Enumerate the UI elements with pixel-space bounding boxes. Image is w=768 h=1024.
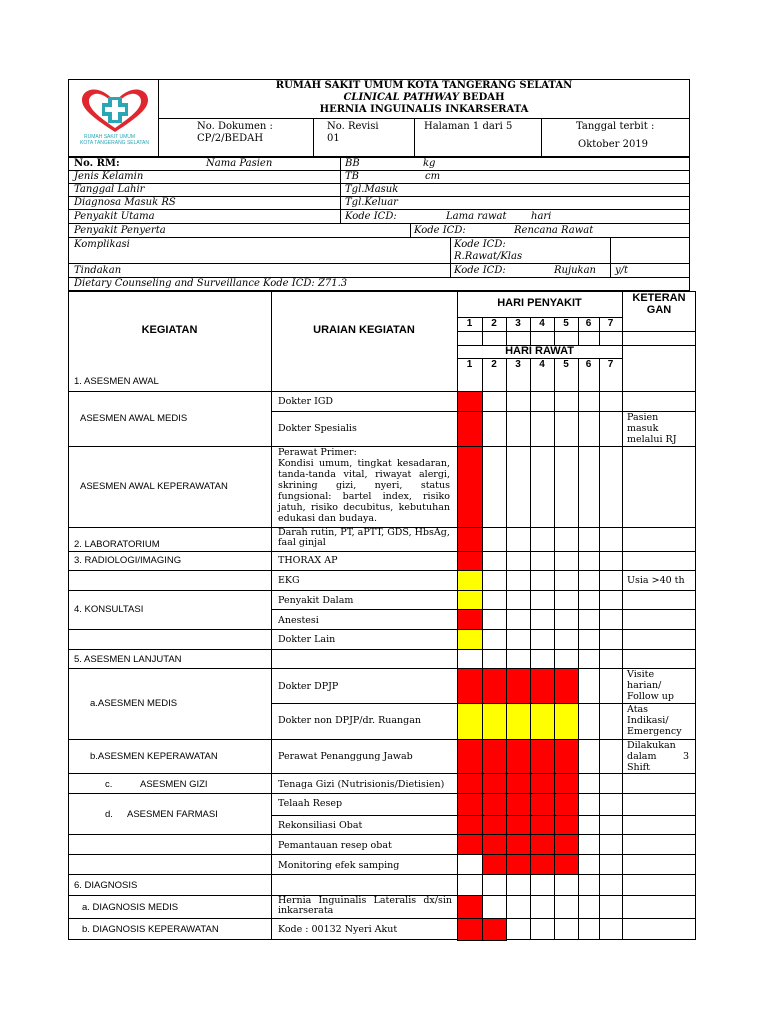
col-line: [554, 874, 555, 895]
row-line: [68, 551, 696, 552]
hari-penyakit-day: 2: [491, 318, 497, 329]
col-line: [482, 649, 483, 668]
tanggal-lahir: Tanggal Lahir: [74, 184, 145, 195]
asesmen-farmasi: ASESMEN FARMASI: [127, 809, 218, 820]
day-fill-cell: [554, 793, 579, 816]
day-fill-cell: [482, 703, 507, 740]
kegiatan-header: KEGIATAN: [141, 324, 198, 336]
row-line: [68, 773, 696, 774]
day-fill-cell: [554, 773, 579, 794]
col-line: [530, 570, 531, 590]
col-line: [578, 590, 579, 609]
row-line: [68, 668, 696, 669]
row-line: [68, 793, 696, 794]
c-label: c.: [105, 779, 113, 790]
col-line: [599, 739, 600, 773]
col-line: [578, 551, 579, 570]
col-line: [554, 570, 555, 590]
col-line: [506, 391, 507, 411]
diagnosis: 6. DIAGNOSIS: [74, 880, 138, 891]
col-line: [599, 391, 600, 411]
day-fill-cell: [457, 570, 483, 591]
col-line: [578, 446, 579, 527]
col-line: [554, 649, 555, 668]
hernia-dx: Hernia Inguinalis Lateralis dx/sin inkarserata: [278, 895, 452, 916]
no-rm: No. RM:: [74, 158, 120, 169]
tgl-keluar: Tgl.Keluar: [345, 197, 398, 208]
day-fill-cell: [482, 739, 507, 774]
day-fill-cell: [457, 411, 483, 447]
komplikasi: Komplikasi: [74, 239, 130, 250]
col-line: [599, 895, 600, 918]
day-fill-cell: [506, 815, 531, 835]
dokter-lain: Dokter Lain: [278, 634, 336, 645]
pathway-dept: BEDAH: [459, 92, 505, 103]
col-line: [554, 895, 555, 918]
row-line: [68, 739, 696, 740]
dokter-spesialis: Dokter Spesialis: [278, 423, 357, 434]
day-fill-cell: [506, 793, 531, 816]
day-fill-cell: [457, 739, 483, 774]
logo-text-1: RUMAH SAKIT UMUM: [84, 134, 136, 140]
col-line: [578, 918, 579, 940]
revisi-value: 01: [327, 133, 340, 144]
col-line: [506, 527, 507, 551]
usia: Usia >40 th: [627, 575, 685, 586]
hari-penyakit-day: 3: [515, 318, 521, 329]
asesmen-lanjutan: 5. ASESMEN LANJUTAN: [74, 654, 182, 665]
col-line: [554, 551, 555, 570]
d-label: d.: [105, 809, 113, 820]
day-fill-cell: [506, 773, 531, 794]
col-line: [599, 629, 600, 649]
col-line: [578, 570, 579, 590]
day-fill-cell: [530, 793, 555, 816]
row-line: [68, 446, 696, 447]
day-fill-cell: [530, 739, 555, 774]
col-line: [599, 793, 600, 815]
yt: y/t: [615, 265, 629, 276]
halaman: Halaman 1 dari 5: [424, 121, 513, 132]
penyakit-dalam: Penyakit Dalam: [278, 595, 354, 606]
hari-label: hari: [531, 211, 552, 222]
perawat-pj: Perawat Penanggung Jawab: [278, 751, 413, 762]
col-line: [482, 371, 483, 391]
day-fill-cell: [457, 834, 483, 855]
col-line: [578, 629, 579, 649]
day-fill-cell: [482, 668, 507, 704]
perawat-detail: Kondisi umum, tingkat kesadaran, tanda-tanda vital, riwayat alergi, skrining gizi, nyeri, status fungsional: bartel index, risiko jatuh, risiko decubitus, kebutuhan edukasi dan budaya.: [278, 458, 450, 524]
day-fill-cell: [482, 793, 507, 816]
col-line: [530, 371, 531, 391]
logo-text-2: KOTA TANGERANG SELATAN: [80, 140, 149, 146]
tenaga-gizi: Tenaga Gizi (Nutrisionis/Dietisien): [278, 779, 445, 790]
day-fill-cell: [457, 895, 483, 919]
ket-pasien-masuk: Pasien masuk melalui RJ: [627, 412, 677, 445]
revisi-label: No. Revisi: [327, 121, 379, 132]
row-line: [68, 834, 696, 835]
diagnosis-title: HERNIA INGUINALIS INKARSERATA: [319, 104, 529, 115]
col-line: [530, 874, 531, 895]
day-fill-cell: [482, 918, 507, 941]
col-line: [578, 649, 579, 668]
day-fill-cell: [530, 668, 555, 704]
telaah-resep: Telaah Resep: [278, 798, 343, 809]
keterangan-header-1: KETERAN: [632, 292, 686, 304]
col-line: [554, 411, 555, 446]
col-line: [530, 590, 531, 609]
row-line: [457, 331, 696, 332]
col-line: [506, 411, 507, 446]
tanggal-label: Tanggal terbit :: [576, 121, 655, 132]
day-fill-cell: [457, 703, 483, 740]
day-fill-cell: [530, 815, 555, 835]
col-line: [599, 371, 600, 391]
visite: Visite harian/ Follow up: [627, 669, 674, 702]
col-line: [599, 854, 600, 874]
day-fill-cell: [530, 703, 555, 740]
tgl-masuk: Tgl.Masuk: [345, 184, 399, 195]
penyakit-penyerta: Penyakit Penyerta: [74, 225, 166, 236]
col-line: [530, 527, 531, 551]
day-fill-cell: [530, 834, 555, 855]
kode-icd-utama: Kode ICD:: [345, 211, 397, 222]
asesmen-awal: 1. ASESMEN AWAL: [74, 376, 159, 387]
col-line: [599, 703, 600, 739]
col-line: [554, 391, 555, 411]
col-line: [599, 527, 600, 551]
b-asesmen-keperawatan: b.ASESMEN KEPERAWATAN: [90, 751, 218, 762]
day-fill-cell: [482, 854, 507, 875]
col-line: [506, 446, 507, 527]
col-line: [482, 874, 483, 895]
kode-icd-tindakan: Kode ICD:: [454, 265, 506, 276]
hari-rawat-day: 5: [563, 359, 569, 370]
col-line: [578, 895, 579, 918]
hari-rawat-day: 7: [607, 359, 614, 370]
row-line: [68, 874, 696, 875]
kg: kg: [423, 158, 436, 169]
hari-rawat-day: 2: [491, 359, 497, 370]
col-line: [506, 371, 507, 391]
row-line: [68, 590, 696, 591]
col-line: [554, 629, 555, 649]
col-line: [506, 551, 507, 570]
b-diagnosis-keperawatan: b. DIAGNOSIS KEPERAWATAN: [82, 924, 219, 935]
bb: BB: [345, 158, 360, 169]
uraian-header: URAIAN KEGIATAN: [313, 324, 415, 336]
konsultasi: 4. KONSULTASI: [74, 604, 144, 615]
col-line: [554, 527, 555, 551]
hari-penyakit-day: 6: [585, 318, 592, 329]
rekonsiliasi: Rekonsiliasi Obat: [278, 820, 363, 831]
a-diagnosis-medis: a. DIAGNOSIS MEDIS: [82, 902, 179, 913]
kode-icd-penyerta: Kode ICD:: [414, 225, 466, 236]
col-line: [599, 411, 600, 446]
day-fill-cell: [457, 609, 483, 630]
col-line: [530, 649, 531, 668]
dilakukan: Dilakukan dalam 3 Shift: [627, 740, 689, 773]
day-fill-cell: [554, 854, 579, 875]
day-fill-cell: [457, 918, 483, 941]
day-fill-cell: [506, 834, 531, 855]
anestesi: Anestesi: [278, 615, 319, 626]
day-fill-cell: [506, 703, 531, 740]
day-fill-cell: [457, 629, 483, 650]
col-line: [530, 411, 531, 446]
dokter-igd: Dokter IGD: [278, 396, 334, 407]
row-line: [68, 649, 696, 650]
day-fill-cell: [530, 854, 555, 875]
row-line: [271, 609, 696, 610]
day-fill-cell: [506, 739, 531, 774]
day-fill-cell: [457, 773, 483, 794]
col-line: [578, 609, 579, 629]
day-fill-cell: [554, 834, 579, 855]
penyakit-utama: Penyakit Utama: [74, 211, 155, 222]
lama-rawat: Lama rawat: [446, 211, 507, 222]
col-line: [506, 609, 507, 629]
col-line: [506, 590, 507, 609]
pathway-italic: CLINICAL PATHWAY: [343, 92, 460, 103]
laboratorium: 2. LABORATORIUM: [74, 539, 160, 550]
row-line: [68, 629, 696, 630]
tindakan: Tindakan: [74, 265, 122, 276]
keterangan-header-2: GAN: [646, 304, 672, 316]
kode-nyeri: Kode : 00132 Nyeri Akut: [278, 924, 398, 935]
col-line: [506, 895, 507, 918]
col-line: [599, 590, 600, 609]
radiologi: 3. RADIOLOGI/IMAGING: [74, 555, 182, 566]
day-fill-cell: [554, 815, 579, 835]
hari-rawat-day: 1: [466, 359, 473, 370]
col-line: [506, 570, 507, 590]
col-line: [530, 918, 531, 940]
day-fill-cell: [506, 668, 531, 704]
rencana-rawat: Rencana Rawat: [514, 225, 594, 236]
row-line: [68, 570, 696, 571]
col-line: [599, 446, 600, 527]
hari-rawat-header: HARI RAWAT: [505, 345, 574, 357]
atas-indikasi: Atas Indikasi/ Emergency: [627, 704, 682, 737]
day-fill-cell: [482, 834, 507, 855]
day-fill-cell: [457, 391, 483, 412]
col-line: [578, 391, 579, 411]
asesmen-awal-keperawatan: ASESMEN AWAL KEPERAWATAN: [80, 481, 228, 492]
hari-rawat-day: 3: [515, 359, 521, 370]
col-line: [599, 773, 600, 793]
dokter-non-dpjp: Dokter non DPJP/dr. Ruangan: [278, 715, 422, 726]
hari-penyakit-header: HARI PENYAKIT: [497, 297, 582, 309]
col-line: [554, 371, 555, 391]
col-line: [530, 391, 531, 411]
row-line: [68, 391, 696, 392]
day-fill-cell: [457, 551, 483, 571]
tb: TB: [345, 171, 360, 182]
nama-pasien: Nama Pasien: [206, 158, 273, 169]
day-fill-cell: [554, 703, 579, 740]
pathway-title: [158, 92, 690, 103]
hari-rawat-day: 6: [585, 359, 592, 370]
day-fill-cell: [457, 815, 483, 835]
col-line: [599, 668, 600, 703]
col-line: [599, 551, 600, 570]
a-asesmen-medis: a.ASESMEN MEDIS: [90, 698, 178, 709]
hari-penyakit-day: 7: [607, 318, 614, 329]
lab-detail: Darah rutin, PT, aPTT, GDS, HbsAg, faal ginjal: [278, 527, 450, 548]
col-line: [578, 371, 579, 391]
col-line: [530, 609, 531, 629]
hari-penyakit-day: 1: [466, 318, 473, 329]
monitoring: Monitoring efek samping: [278, 860, 400, 871]
perawat-primer: Perawat Primer:: [278, 447, 357, 458]
col-line: [599, 834, 600, 854]
col-line: [599, 570, 600, 590]
hospital-logo: [80, 88, 150, 150]
jenis-kelamin: Jenis Kelamin: [74, 171, 144, 182]
day-fill-cell: [530, 773, 555, 794]
day-fill-cell: [482, 815, 507, 835]
col-line: [554, 590, 555, 609]
pemantauan: Pemantauan resep obat: [278, 840, 392, 851]
day-fill-cell: [457, 527, 483, 552]
col-line: [530, 895, 531, 918]
hari-rawat-day: 4: [539, 359, 545, 370]
rrawat-klas: R.Rawat/Klas: [454, 251, 523, 262]
day-fill-cell: [482, 773, 507, 794]
col-line: [599, 918, 600, 940]
doc-no-label: No. Dokumen :: [197, 121, 273, 132]
asesmen-gizi: ASESMEN GIZI: [140, 779, 208, 790]
col-line: [578, 411, 579, 446]
cm: cm: [425, 171, 441, 182]
tanggal-value: Oktober 2019: [578, 139, 649, 150]
asesmen-awal-medis: ASESMEN AWAL MEDIS: [80, 413, 188, 424]
col-line: [530, 446, 531, 527]
col-line: [578, 874, 579, 895]
day-fill-cell: [457, 793, 483, 816]
day-fill-cell: [506, 854, 531, 875]
col-line: [599, 815, 600, 834]
rujukan: Rujukan: [554, 265, 596, 276]
row-line: [68, 854, 696, 855]
col-line: [554, 918, 555, 940]
day-fill-cell: [457, 446, 483, 528]
row-line: [68, 918, 696, 919]
col-line: [599, 649, 600, 668]
diagnosa-masuk: Diagnosa Masuk RS: [74, 197, 176, 208]
ekg: EKG: [278, 575, 300, 586]
col-line: [599, 609, 600, 629]
hari-penyakit-day: 5: [563, 318, 569, 329]
day-fill-cell: [554, 668, 579, 704]
patient-info-box: [68, 157, 690, 291]
col-line: [554, 609, 555, 629]
col-line: [554, 446, 555, 527]
col-line: [599, 874, 600, 895]
kode-icd-komplikasi: Kode ICD:: [454, 239, 506, 250]
dietary: Dietary Counseling and Surveillance Kode ICD: Z71.3: [74, 278, 348, 289]
col-line: [271, 291, 272, 940]
doc-no-value: CP/2/BEDAH: [197, 133, 264, 144]
col-line: [622, 291, 623, 940]
day-fill-cell: [554, 739, 579, 774]
col-line: [506, 629, 507, 649]
col-line: [506, 874, 507, 895]
col-line: [530, 629, 531, 649]
hari-penyakit-day: 4: [539, 318, 545, 329]
col-line: [506, 649, 507, 668]
day-fill-cell: [457, 590, 483, 610]
hospital-name: RUMAH SAKIT UMUM KOTA TANGERANG SELATAN: [275, 80, 573, 91]
col-line: [530, 551, 531, 570]
col-line: [578, 527, 579, 551]
day-fill-cell: [457, 668, 483, 704]
thorax: THORAX AP: [278, 555, 338, 566]
dokter-dpjp: Dokter DPJP: [278, 681, 339, 692]
